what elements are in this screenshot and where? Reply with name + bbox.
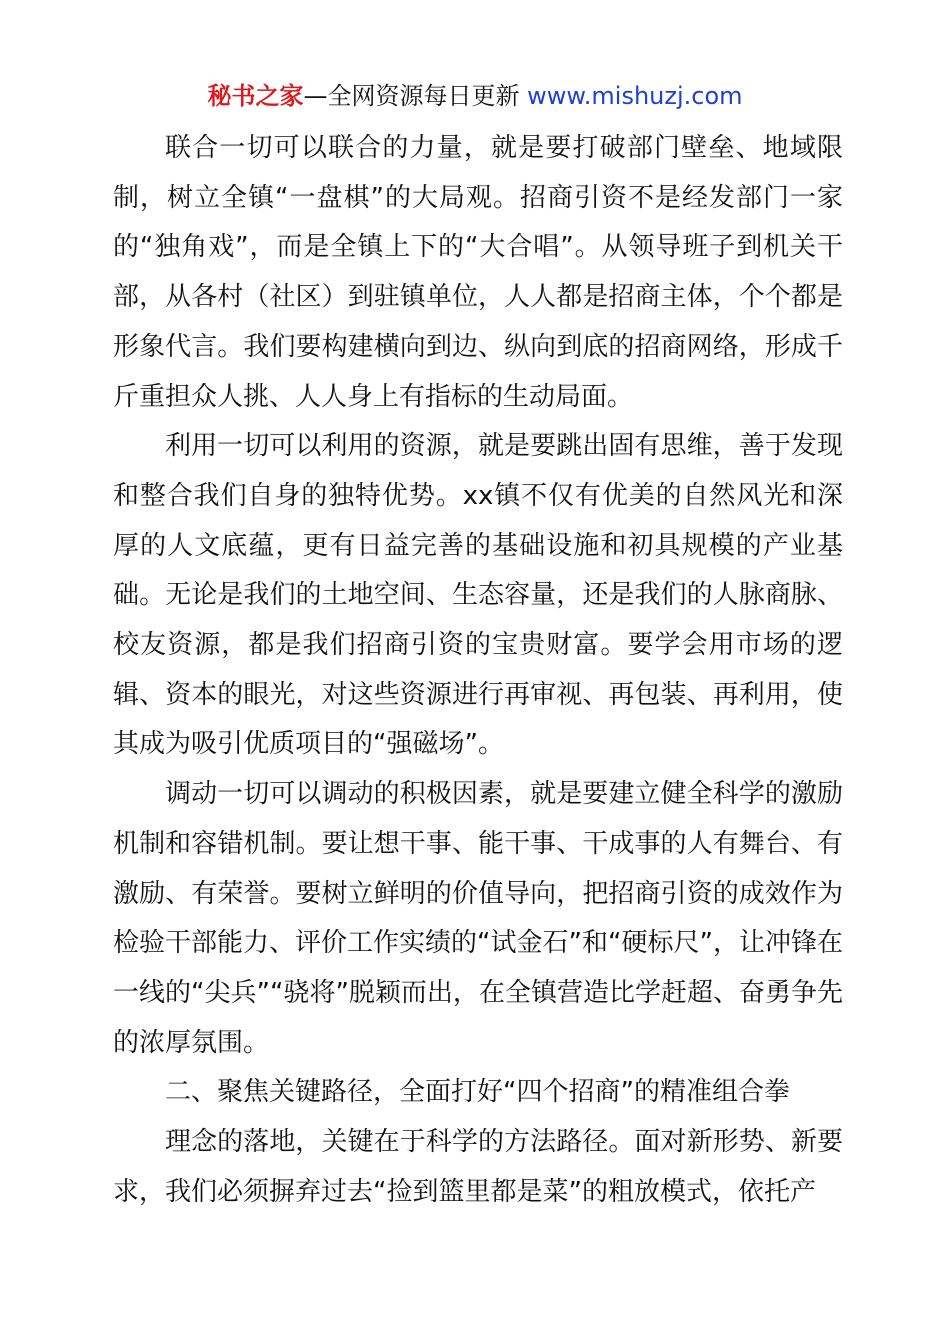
section-heading: 二、聚焦关键路径，全面打好“四个招商”的精准组合拳 [165,1077,790,1108]
paragraph: 调动一切可以调动的积极因素，就是要建立健全科学的激励机制和容错机制。要让想干事、能干事、干成事的人有舞台、有激励、有荣誉。要树立鲜明的价值导向，把招商引资的成效作为检验干部能力、评价工作实绩的“试金石”和“硬标尺”，让冲锋在一线的“尖兵”“骁将”脱颖而出，在全镇营造比学赶超、奋勇争先的浓厚氛围。 [113,779,843,1058]
paragraph: 利用一切可以利用的资源，就是要跳出固有思维，善于发现和整合我们自身的独特优势。xx镇不仅有优美的自然风光和深厚的人文底蕴，更有日益完善的基础设施和初具规模的产业基础。无论是我们的土地空间、生态容量，还是我们的人脉商脉、校友资源，都是我们招商引资的宝贵财富。要学会用市场的逻辑、资本的眼光，对这些资源进行再审视、再包装、再利用，使其成为吸引优质项目的“强磁场”。 [113,431,843,760]
paragraph: 联合一切可以联合的力量，就是要打破部门壁垒、地域限制，树立全镇“一盘棋”的大局观。招商引资不是经发部门一家的“独角戏”，而是全镇上下的“大合唱”。从领导班子到机关干部，从各村（社区）到驻镇单位，人人都是招商主体，个个都是形象代言。我们要构建横向到边、纵向到底的招商网络，形成千斤重担众人挑、人人身上有指标的生动局面。 [113,133,843,412]
page-header [0,80,950,112]
header-brand: 秘书之家 [207,82,304,110]
header-slogan: —全网资源每日更新 [303,82,528,110]
document-body [113,124,843,1217]
paragraph: 理念的落地，关键在于科学的方法路径。面对新形势、新要求，我们必须摒弃过去“捡到篮里都是菜”的粗放模式，依托产 [113,1127,843,1207]
header-site-link[interactable]: www.mishuzj.com [527,82,743,110]
